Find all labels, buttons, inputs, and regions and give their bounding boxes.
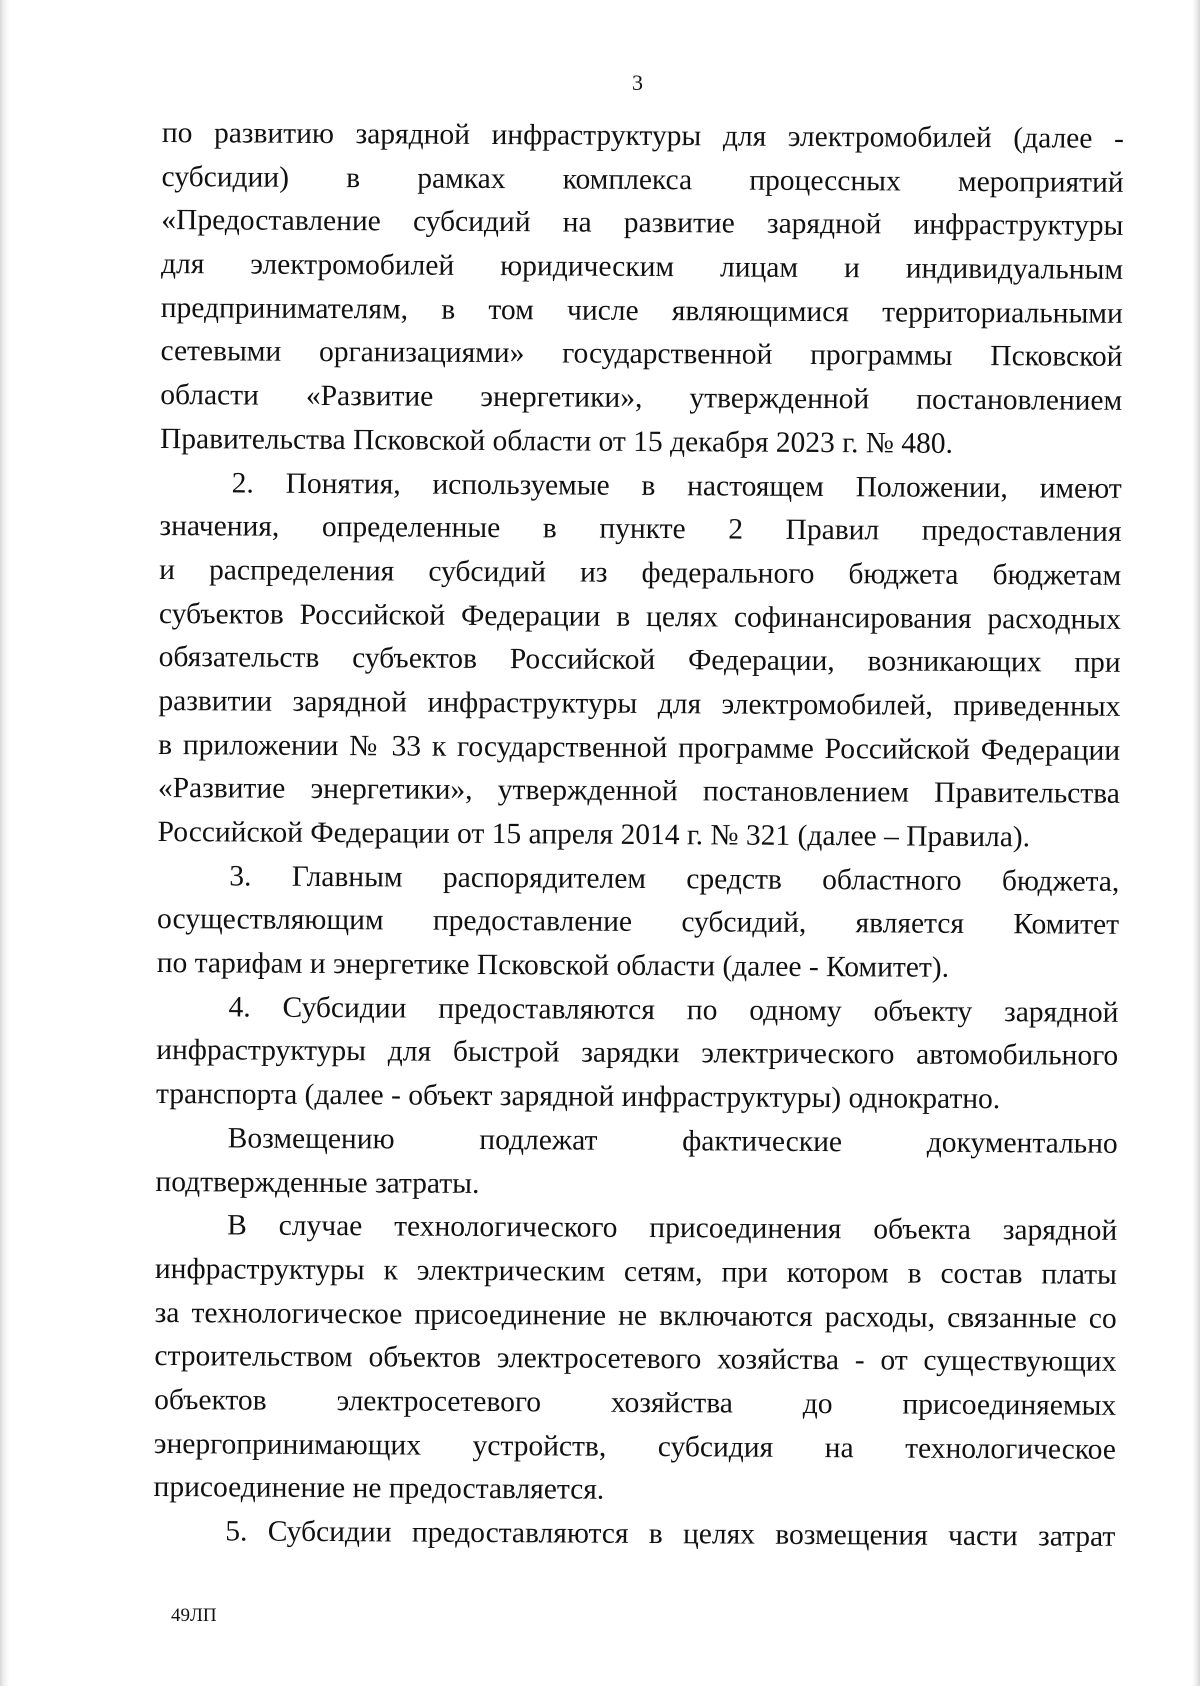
- text-line: обязательств субъектов Российской Федерации, возникающих при: [158, 641, 1121, 680]
- text-line: области «Развитие энергетики», утвержденной постановлением: [160, 379, 1123, 417]
- text-line: строительством объектов электросетевого хозяйства - от существующих: [154, 1340, 1117, 1379]
- text-line: присоединение не предоставляется.: [153, 1471, 605, 1507]
- paragraph: [155, 1117, 1118, 1210]
- paragraph: [157, 855, 1120, 992]
- text-line: Правительства Псковской области от 15 декабря 2023 г. № 480.: [159, 422, 954, 460]
- paragraph: [156, 986, 1119, 1123]
- text-line: субсидии) в рамках комплекса процессных мероприятий: [161, 160, 1124, 199]
- text-line: транспорта (далее - объект зарядной инфраструктуры) однократно.: [155, 1078, 1001, 1116]
- document-body: [153, 112, 1124, 1560]
- text-line: 5. Субсидии предоставляются в целях возмещения части затрат: [225, 1515, 1116, 1553]
- scan-edge-right: [1192, 0, 1200, 1686]
- text-line: по тарифам и энергетике Псковской области (далее - Комитет).: [156, 947, 950, 984]
- paragraph: [153, 1510, 1115, 1560]
- document-code: 49ЛП: [171, 1605, 217, 1626]
- text-line: В случае технологического присоединения объекта зарядной: [227, 1209, 1118, 1248]
- text-line: по развитию зарядной инфраструктуры для электромобилей (далее -: [161, 116, 1124, 155]
- text-line: 2. Понятия, используемые в настоящем Положении, имеют: [231, 466, 1122, 505]
- paragraph: [153, 1204, 1117, 1516]
- text-line: предпринимателям, в том числе являющимися территориальными: [160, 291, 1123, 330]
- text-line: «Развитие энергетики», утвержденной постановлением Правительства: [157, 772, 1120, 811]
- text-line: для электромобилей юридическим лицам и индивидуальным: [160, 248, 1124, 286]
- text-line: 4. Субсидии предоставляются по одному объекту зарядной: [228, 991, 1119, 1029]
- scan-edge-left: [0, 0, 10, 1686]
- text-line: в приложении № 33 к государственной программе Российской Федерации: [158, 728, 1121, 767]
- text-line: субъектов Российской Федерации в целях софинансирования расходных: [158, 597, 1122, 636]
- text-line: и распределения субсидий из федерального бюджета бюджетам: [159, 553, 1122, 592]
- paragraph: [157, 461, 1121, 860]
- paragraph: [160, 112, 1124, 467]
- text-line: объектов электросетевого хозяйства до присоединяемых: [154, 1383, 1117, 1422]
- text-line: значения, определенные в пункте 2 Правил предоставления: [159, 510, 1122, 549]
- text-line: энергопринимающих устройств, субсидия на технологическое: [153, 1427, 1116, 1466]
- text-line: «Предоставление субсидий на развитие зарядной инфраструктуры: [161, 204, 1124, 243]
- text-line: осуществляющим предоставление субсидий, является Комитет: [156, 903, 1120, 942]
- page-number: 3: [632, 70, 643, 95]
- text-line: за технологическое присоединение не включаются расходы, связанные со: [154, 1296, 1117, 1335]
- text-line: Российской Федерации от 15 апреля 2014 г. № 321 (далее – Правила).: [157, 815, 1031, 854]
- text-line: сетевыми организациями» государственной программы Псковской: [160, 335, 1123, 374]
- text-line: развитии зарядной инфраструктуры для электромобилей, приведенных: [158, 684, 1121, 723]
- text-line: инфраструктуры к электрическим сетям, при котором в состав платы: [154, 1252, 1118, 1291]
- text-line: 3. Главным распорядителем средств областного бюджета,: [229, 860, 1120, 898]
- text-line: Возмещению подлежат фактические документально: [227, 1122, 1118, 1160]
- text-line: подтвержденные затраты.: [155, 1165, 480, 1200]
- text-line: инфраструктуры для быстрой зарядки электрического автомобильного: [156, 1034, 1119, 1073]
